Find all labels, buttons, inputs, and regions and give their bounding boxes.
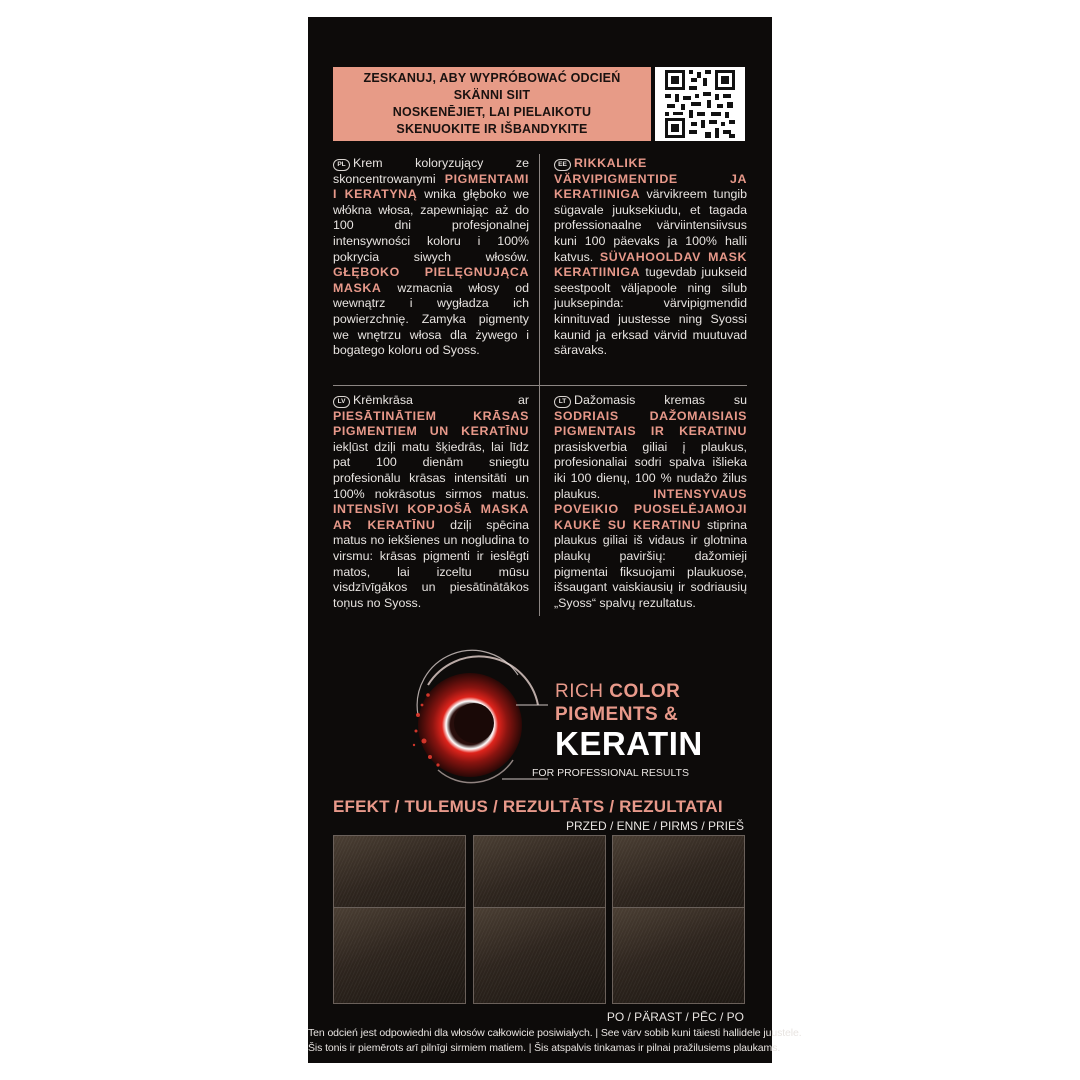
footer-line-1: Ten odcień jest odpowiedni dla włosów całkowicie posiwiałych. | See värv sobib kuni täiesti hallidele juustele. [308, 1027, 802, 1039]
claim-color: COLOR [609, 681, 681, 702]
lv-highlight-2: INTENSĪVI KOPJOŠĀ MASKA AR KERATĪNU [333, 502, 529, 532]
pl-highlight-2: GŁĘBOKO PIELĘGNUJĄCA MASKA [333, 265, 529, 295]
badge-ee: EE [554, 159, 571, 171]
banner-line-ee: SKÄNNI SIIT [453, 88, 531, 102]
after-label: PO / PÄRAST / PĒC / PO [606, 1010, 744, 1024]
qr-code-graphic [665, 70, 735, 138]
lv-text-2: iekļūst dziļi matu šķiedrās, lai līdz pat 100 dienām sniegtu profesionālu krāsas intensitāti un 100% nokrāsotus sirmos matus. [333, 439, 529, 501]
claim-pigments: PIGMENTS & [555, 704, 679, 725]
lt-text-1: Dažomasis kremas su [574, 393, 747, 407]
ee-text-1: värvikreem tungib sügavale juuksekiudu, et tagada professionaalne värviintensiivsus kuni 100 päevaks ja 100% halli katvus. [554, 187, 747, 264]
text-block-ee [554, 156, 747, 359]
text-block-lt [554, 393, 747, 611]
banner-line-pl: ZESKANUJ, ABY WYPRÓBOWAĆ ODCIEŃ [363, 71, 621, 85]
lv-text-3: dziļi spēcina matus no iekšienes un nogludina to virsmu: krāsas pigmenti ir ieslēgti matos, lai izceltu mūsu visdzīvīgākos un piesātinātākos toņus no Syoss. [333, 517, 529, 610]
lv-text-1: Krēmkrāsa ar [353, 393, 529, 407]
banner-line-lt: SKENUOKITE IR IŠBANDYKITE [396, 122, 588, 136]
text-block-lv [333, 393, 529, 611]
swatch-after-3 [612, 907, 745, 1004]
color-swirl-icon [398, 645, 548, 795]
lt-highlight-2: INTENSYVAUS POVEIKIO PUOSELĖJAMOJI KAUKĖ SU KERATINU [554, 486, 747, 532]
swatch-after-1 [333, 907, 466, 1004]
lt-text-3: stiprina plaukus giliai iš vidaus ir glotnina plaukų paviršių: dažomieji pigmentai fiksuojami plaukuose, išsaugant vaiskiausių ir sodriausių „Syoss“ spalvų rezultatus. [554, 517, 747, 610]
swatch-after-2 [473, 907, 606, 1004]
pl-highlight-1: PIGMENTAMI I KERATYNĄ [333, 171, 529, 202]
ee-highlight-1: RIKKALIKE VÄRVIPIGMENTIDE JA KERATIINIGA [554, 156, 747, 202]
lt-highlight-1: SODRIAIS DAŽOMAISIAIS PIGMENTAIS IR KERATINU [554, 408, 747, 439]
lt-text-2: prasiskverbia giliai į plaukus, profesionaliai sodri spalva išlieka iki 100 dienų, 100 % nudažo žilus plaukus. [554, 439, 747, 501]
banner-line-lv: NOSKENĒJIET, LAI PIELAIKOTU [392, 105, 592, 119]
claim-rich-color [555, 681, 680, 703]
lv-highlight-1: PIESĀTINĀTIEM KRĀSAS PIGMENTIEM UN KERATĪNU [333, 408, 529, 439]
pl-text-2: wnika głęboko we włókna włosa, zapewniając aż do 100 dni profesjonalnej intensywności koloru i 100% pokrycia siwych włosów. [333, 187, 530, 264]
text-block-pl [333, 156, 529, 359]
qr-code-icon[interactable] [655, 67, 745, 141]
claim-keratin: KERATIN [555, 725, 703, 762]
claim-rich: RICH [555, 681, 604, 702]
pl-text-1: Krem koloryzujący ze skoncentrowanymi [333, 156, 529, 186]
footer-line-2: Šis tonis ir piemērots arī pilnīgi sirmiem matiem. | Šis atspalvis tinkamas ir pilnai pražilusiems plaukams. [308, 1042, 781, 1054]
ee-highlight-2: SÜVAHOOLDAV MASK KERATIINIGA [554, 249, 747, 280]
product-back-panel [308, 17, 802, 1063]
divider-horizontal [333, 385, 747, 386]
results-title: EFEKT / TULEMUS / REZULTĀTS / REZULTATAI [333, 797, 723, 816]
scan-banner [333, 67, 651, 141]
badge-lt: LT [554, 396, 571, 408]
pl-text-3: wzmacnia włosy od wewnątrz i wygładza ich powierzchnię. Zamyka pigmenty we wnętrzu włosa dla żywego i bogatego koloru od Syoss. [333, 280, 529, 358]
before-label: PRZED / ENNE / PIRMS / PRIEŠ [565, 819, 744, 833]
claim-subtitle: FOR PROFESSIONAL RESULTS [532, 767, 689, 779]
ee-text-2: tugevdab juukseid seestpoolt väljapoole ning silub juuksepinda: värvipigmendid kinnituvad juustesse ning Syossi kaunid ja erksad värvid muutuvad säravaks. [554, 265, 747, 358]
badge-lv: LV [333, 396, 350, 408]
badge-pl: PL [333, 159, 350, 171]
